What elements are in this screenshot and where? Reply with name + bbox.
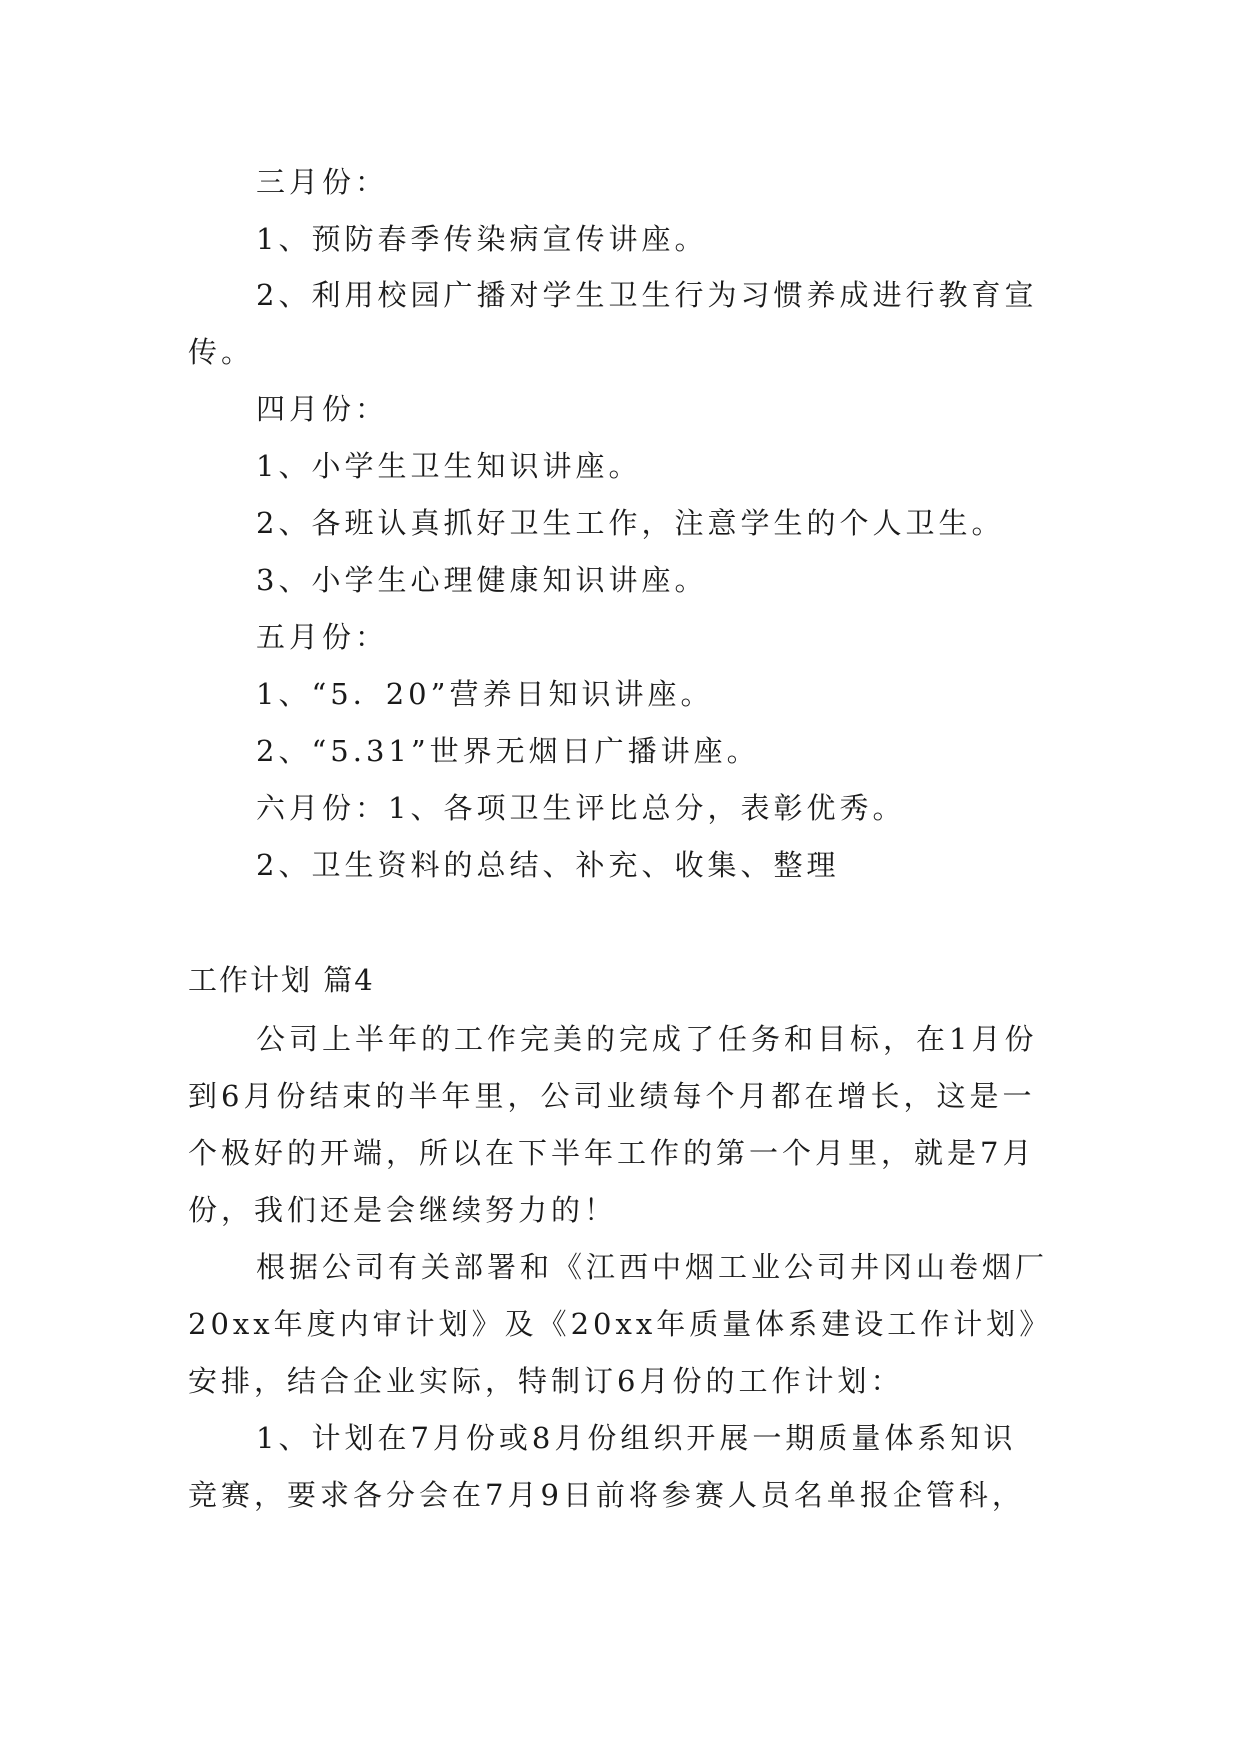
paragraph-2-line-2: 20xx年度内审计划》及《20xx年质量体系建设工作计划》 bbox=[188, 1307, 1053, 1341]
may-item-2: 2、“5.31”世界无烟日广播讲座。 bbox=[256, 734, 760, 768]
paragraph-1-line-3: 个极好的开端，所以在下半年工作的第一个月里，就是7月 bbox=[188, 1136, 1036, 1170]
march-item-1: 1、预防春季传染病宣传讲座。 bbox=[256, 222, 708, 256]
paragraph-3-line-2: 竞赛，要求各分会在7月9日前将参赛人员名单报企管科， bbox=[188, 1478, 1025, 1512]
april-item-1: 1、小学生卫生知识讲座。 bbox=[256, 449, 642, 483]
paragraph-3-line-1: 1、计划在7月份或8月份组织开展一期质量体系知识 bbox=[256, 1421, 1017, 1455]
paragraph-1-line-4: 份，我们还是会继续努力的！ bbox=[188, 1193, 618, 1227]
paragraph-2-line-3: 安排，结合企业实际，特制订6月份的工作计划： bbox=[188, 1364, 904, 1398]
march-heading: 三月份： bbox=[256, 165, 389, 199]
paragraph-1-line-2: 到6月份结束的半年里，公司业绩每个月都在增长，这是一 bbox=[188, 1079, 1036, 1113]
paragraph-2-line-1: 根据公司有关部署和《江西中烟工业公司井冈山卷烟厂 bbox=[256, 1250, 1049, 1284]
may-heading: 五月份： bbox=[256, 620, 389, 654]
march-item-2-line-2: 传。 bbox=[188, 335, 255, 369]
april-item-3: 3、小学生心理健康知识讲座。 bbox=[256, 563, 708, 597]
april-item-2: 2、各班认真抓好卫生工作，注意学生的个人卫生。 bbox=[256, 506, 1005, 540]
march-item-2-line-1: 2、利用校园广播对学生卫生行为习惯养成进行教育宣 bbox=[256, 278, 1038, 312]
april-heading: 四月份： bbox=[256, 392, 389, 426]
section-heading: 工作计划 篇4 bbox=[188, 963, 375, 997]
paragraph-1-line-1: 公司上半年的工作完美的完成了任务和目标，在1月份 bbox=[256, 1022, 1038, 1056]
may-item-1: 1、“5．20”营养日知识讲座。 bbox=[256, 677, 714, 711]
june-heading-item-1: 六月份：1、各项卫生评比总分，表彰优秀。 bbox=[256, 791, 906, 825]
june-item-2: 2、卫生资料的总结、补充、收集、整理 bbox=[256, 848, 840, 882]
